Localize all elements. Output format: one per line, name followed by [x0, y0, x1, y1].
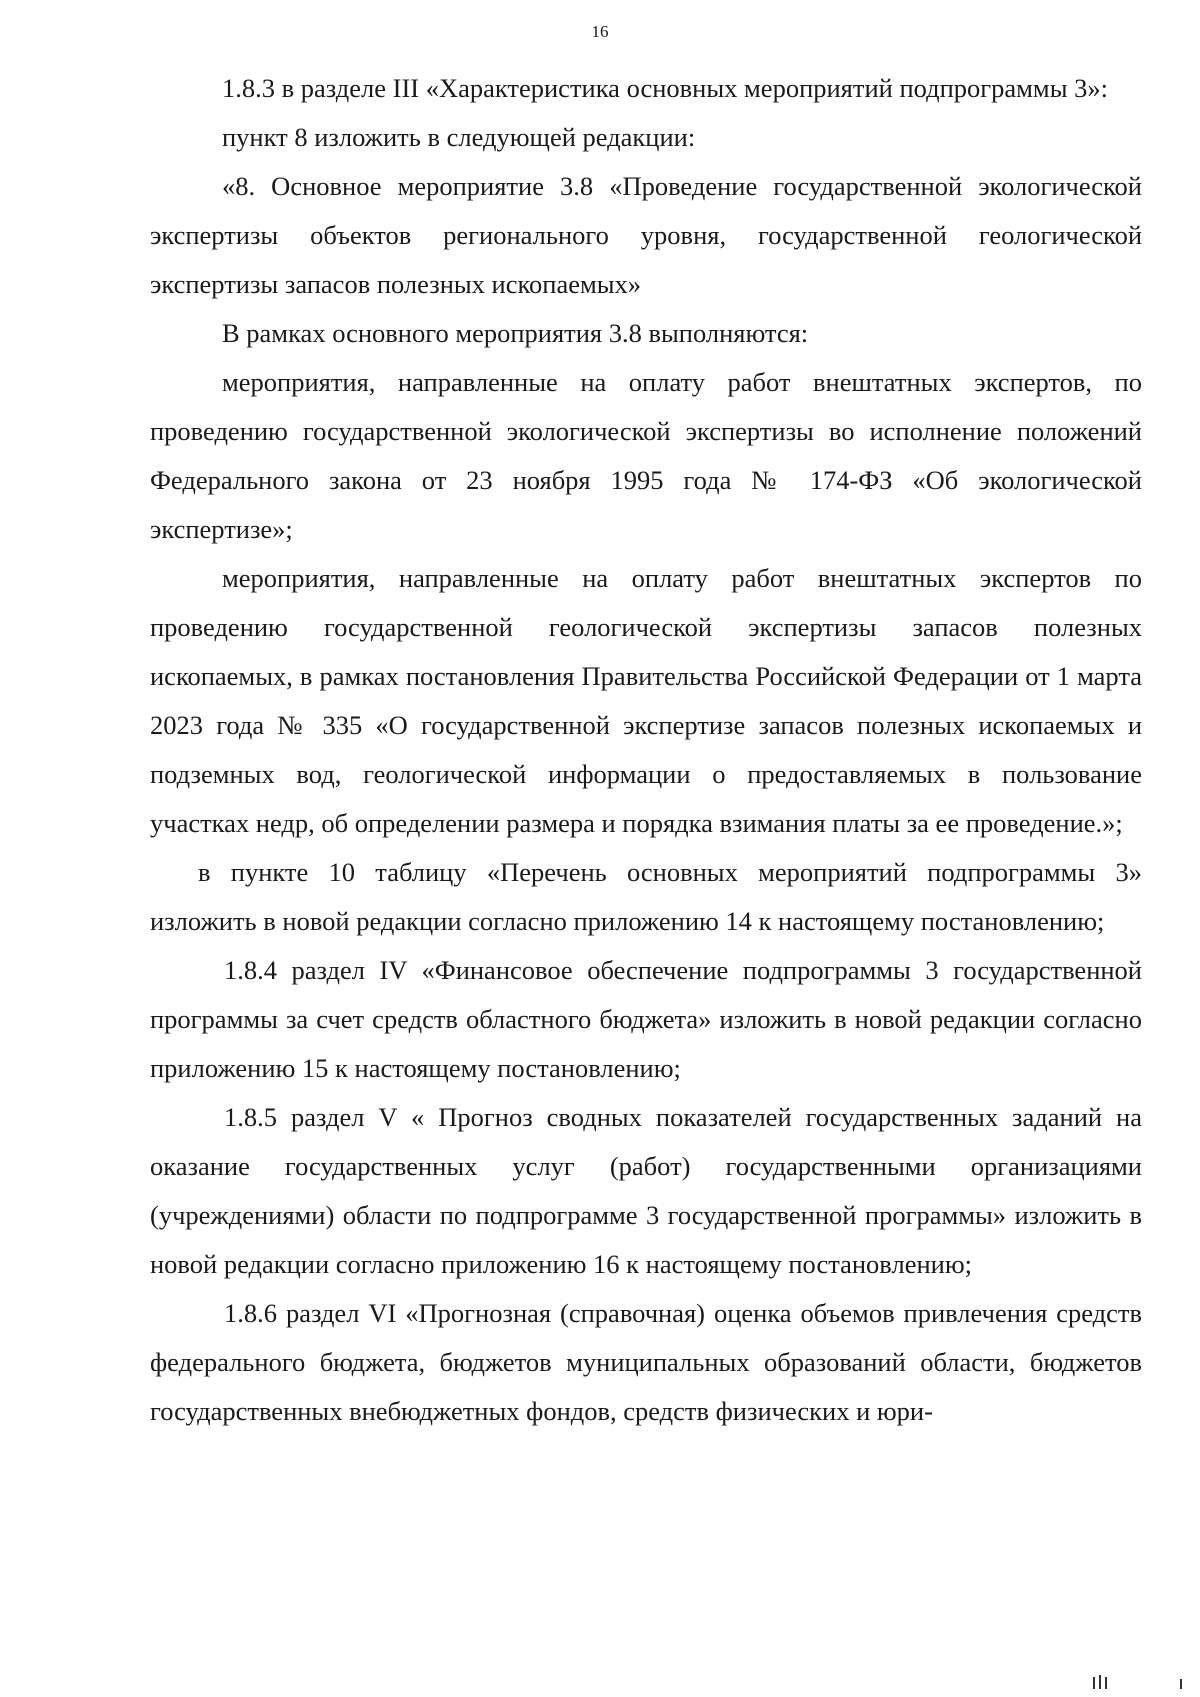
paragraph-ecological-expertise: мероприятия, направленные на оплату работ внештатных экспертов, по проведению государственной экологической экспертизы во исполнение положений Федерального закона от 23 ноября 1995 года № 174-ФЗ «Об экологической экспертизе»;: [150, 367, 1142, 544]
paragraph-geological-expertise: мероприятия, направленные на оплату работ внештатных экспертов по проведению государственной геологической экспертизы запасов полезных ископаемых, в рамках постановления Правительства Российской Федерации от 1 марта 2023 года № 335 «О государственной экспертизе запасов полезных ископаемых и подземных вод, геологической информации о предоставляемых в пользование участках недр, об определении размера и порядка взимания платы за ее проведение.»;: [150, 563, 1142, 838]
paragraph-1-8-5: 1.8.5 раздел V « Прогноз сводных показателей государственных заданий на оказание государственных услуг (работ) государственными организациями (учреждениями) области по подпрограмме 3 государственной программы» изложить в новой редакции согласно приложению 16 к настоящему постановлению;: [150, 1102, 1142, 1279]
paragraph-1-8-4: 1.8.4 раздел IV «Финансовое обеспечение подпрограммы 3 государственной программы за счет средств областного бюджета» изложить в новой редакции согласно приложению 15 к настоящему постановлению;: [150, 955, 1142, 1083]
paragraph-item-10-table: в пункте 10 таблицу «Перечень основных мероприятий подпрограммы 3» изложить в новой редакции согласно приложению 14 к настоящему постановлению;: [150, 857, 1142, 936]
scan-mark-right: [1105, 1677, 1107, 1689]
scan-mark-mid: [1099, 1675, 1101, 1689]
page-number: 16: [591, 22, 609, 41]
scan-mark-left: [1093, 1677, 1095, 1689]
paragraph-main-activity-3-8: «8. Основное мероприятие 3.8 «Проведение государственной экологической экспертизы объектов регионального уровня, государственной геологической экспертизы запасов полезных ископаемых»: [150, 171, 1142, 299]
document-body: [150, 64, 1142, 1436]
paragraph-1-8-3: 1.8.3 в разделе III «Характеристика основных мероприятий подпрограммы 3»:: [222, 73, 1108, 103]
paragraph-activity-3-8-scope: В рамках основного мероприятия 3.8 выполняются:: [222, 318, 809, 348]
paragraph-item-8-intro: пункт 8 изложить в следующей редакции:: [222, 122, 696, 152]
paragraph-1-8-6: 1.8.6 раздел VI «Прогнозная (справочная) оценка объемов привлечения средств федерального бюджета, бюджетов муниципальных образований области, бюджетов государственных внебюджетных фондов, средств физических и юри-: [150, 1298, 1142, 1426]
scan-mark-edge: [1180, 1679, 1182, 1689]
